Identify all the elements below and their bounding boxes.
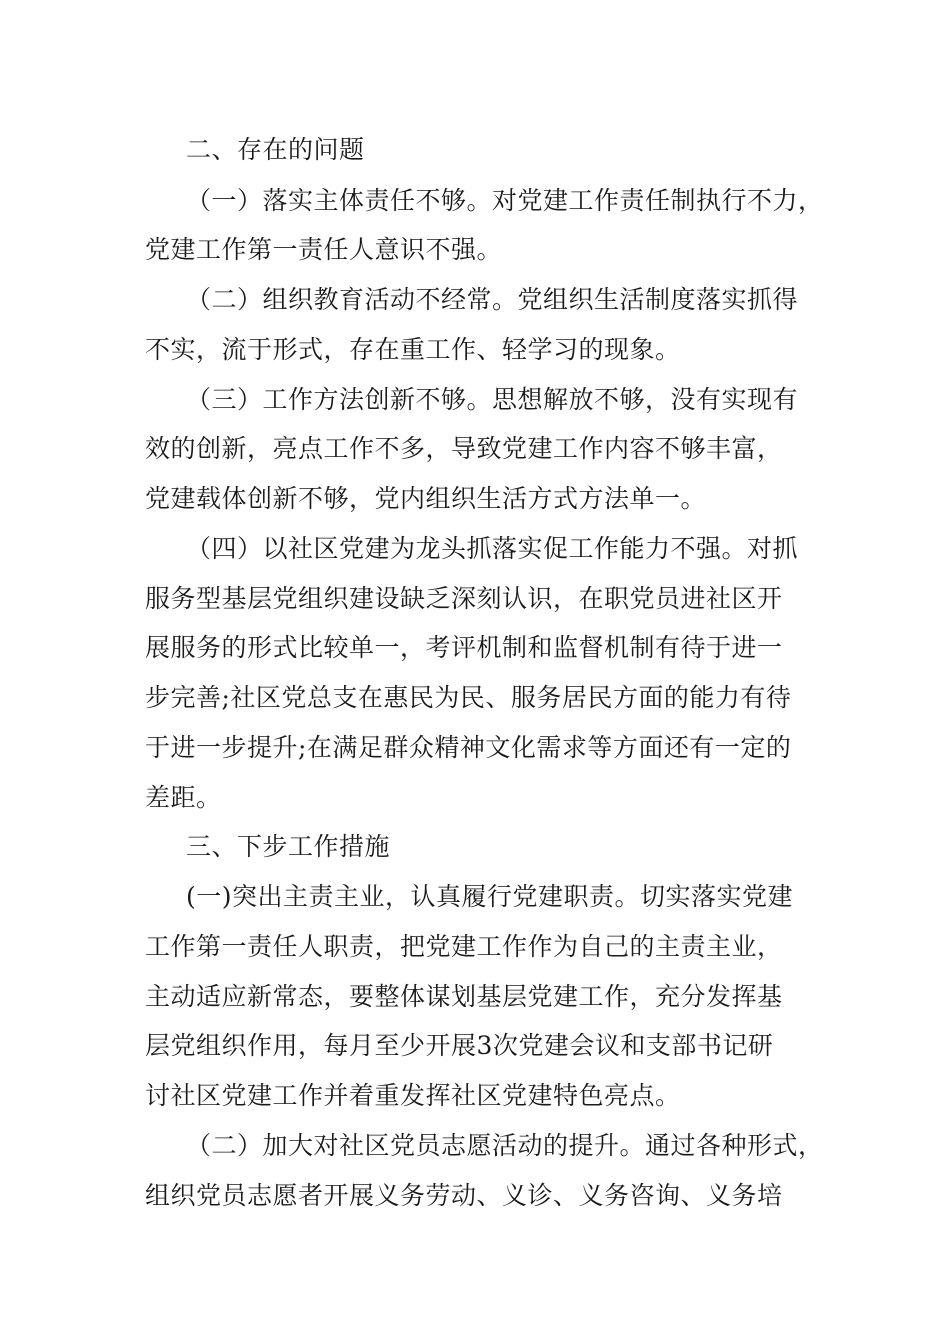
paragraph-line: （二）加大对社区党员志愿活动的提升。通过各种形式， bbox=[186, 1131, 824, 1160]
paragraph-line: 步完善;社区党总支在惠民为民、服务居民方面的能力有待 bbox=[145, 683, 792, 712]
paragraph-line: 组织党员志愿者开展义务劳动、义诊、义务咨询、义务培 bbox=[145, 1181, 783, 1210]
paragraph-line: 差距。 bbox=[145, 783, 222, 812]
paragraph-line: 效的创新，亮点工作不多，导致党建工作内容不够丰富， bbox=[145, 434, 783, 463]
paragraph-line: （四）以社区党建为龙头抓落实促工作能力不强。对抓 bbox=[186, 534, 799, 563]
paragraph-line: 于进一步提升;在满足群众精神文化需求等方面还有一定的 bbox=[145, 733, 792, 762]
paragraph-line: 不实，流于形式，存在重工作、轻学习的现象。 bbox=[145, 335, 681, 364]
section-heading-measures: 三、下步工作措施 bbox=[186, 832, 391, 861]
paragraph-line: 党建工作第一责任人意识不强。 bbox=[145, 235, 503, 264]
paragraph-line: 主动适应新常态，要整体谋划基层党建工作，充分发挥基 bbox=[145, 982, 783, 1011]
paragraph-line: 服务型基层党组织建设缺乏深刻认识，在职党员进社区开 bbox=[145, 584, 783, 613]
paragraph-line: （一）落实主体责任不够。对党建工作责任制执行不力， bbox=[186, 186, 824, 215]
paragraph-line: （三）工作方法创新不够。思想解放不够，没有实现有 bbox=[186, 385, 799, 414]
paragraph-line: 层党组织作用，每月至少开展3次党建会议和支部书记研 bbox=[145, 1031, 774, 1060]
paragraph-line: 工作第一责任人职责，把党建工作作为自己的主责主业， bbox=[145, 932, 783, 961]
paragraph-line: 党建载体创新不够，党内组织生活方式方法单一。 bbox=[145, 484, 707, 513]
paragraph-line: (一)突出主责主业，认真履行党建职责。切实落实党建 bbox=[186, 882, 794, 911]
section-heading-problems: 二、存在的问题 bbox=[186, 135, 365, 164]
paragraph-line: （二）组织教育活动不经常。党组织生活制度落实抓得 bbox=[186, 285, 799, 314]
paragraph-line: 讨社区党建工作并着重发挥社区党建特色亮点。 bbox=[145, 1081, 681, 1110]
paragraph-line: 展服务的形式比较单一，考评机制和监督机制有待于进一 bbox=[145, 633, 783, 662]
